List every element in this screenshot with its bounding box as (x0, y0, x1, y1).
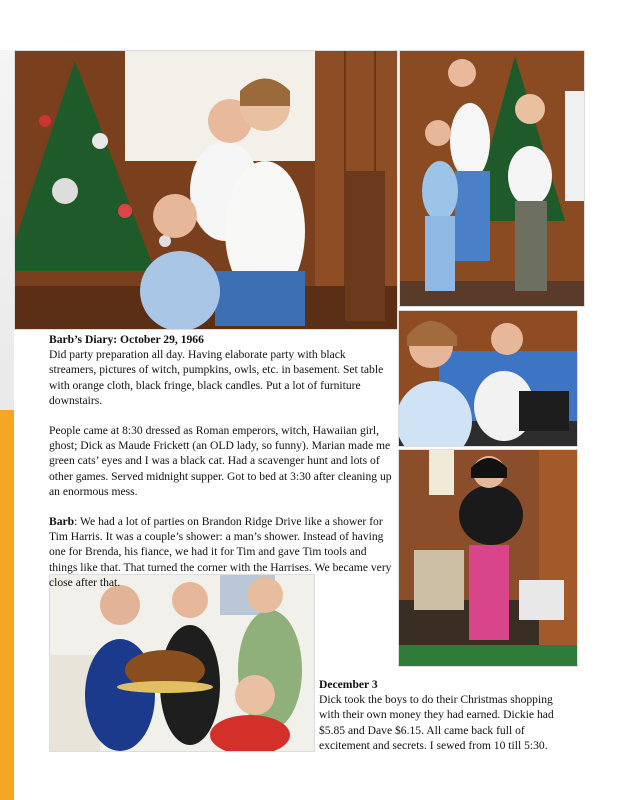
photo-girl-in-pink-pants (398, 449, 578, 667)
left-edge-accent-bar (0, 410, 14, 800)
diary-paragraph: Dick took the boys to do their Christmas shopping with their own money they had earned. Dickie had $5.85 and Dave $6.15. All came back full of excitement and secrets. I sewed from 10 till 5:30. (319, 693, 554, 752)
speaker-quote: : We had a lot of parties on Brandon Ridge Drive like a shower for Tim Harris. It was a couple’s shower: a man’s shower. Instead of having one for Brenda, his fiance, we had it for Tim and gave Tim tools and things like that. That turned the corner with the Harrises. We became very close after that. (49, 515, 392, 589)
diary-entry-body (319, 677, 569, 753)
diary-entry-heading: Barb’s Diary: October 29, 1966 (49, 333, 204, 346)
diary-entry-body (49, 332, 394, 408)
speaker-name: Barb (49, 515, 75, 529)
diary-entry-october (49, 332, 394, 605)
photo-christmas-tree-decorating (14, 50, 398, 330)
diary-entry-heading: December 3 (319, 678, 378, 691)
diary-entry-december (319, 677, 569, 768)
photo-stringing-tree-garland (399, 50, 585, 307)
photo-on-blue-couch (398, 310, 578, 447)
diary-paragraph: Did party preparation all day. Having elaborate party with black streamers, pictures of witch, pumpkins, owls, etc. in basement. Set table with orange cloth, black fringe, black candles. Put a lot of furniture downstairs. (49, 348, 384, 407)
left-edge-photo-strip (0, 50, 14, 410)
diary-paragraph: People came at 8:30 dressed as Roman emperors, witch, Hawaiian girl, ghost; Dick as Maude Frickett (an OLD lady, so funny). Marian made me green cats’ eyes and I was a black cat. Had a scavenger hunt and lots of other games. Served midnight supper. Got to bed at 3:30 after cleaning up an enormous mess. (49, 424, 392, 498)
diary-paragraph (49, 514, 394, 590)
